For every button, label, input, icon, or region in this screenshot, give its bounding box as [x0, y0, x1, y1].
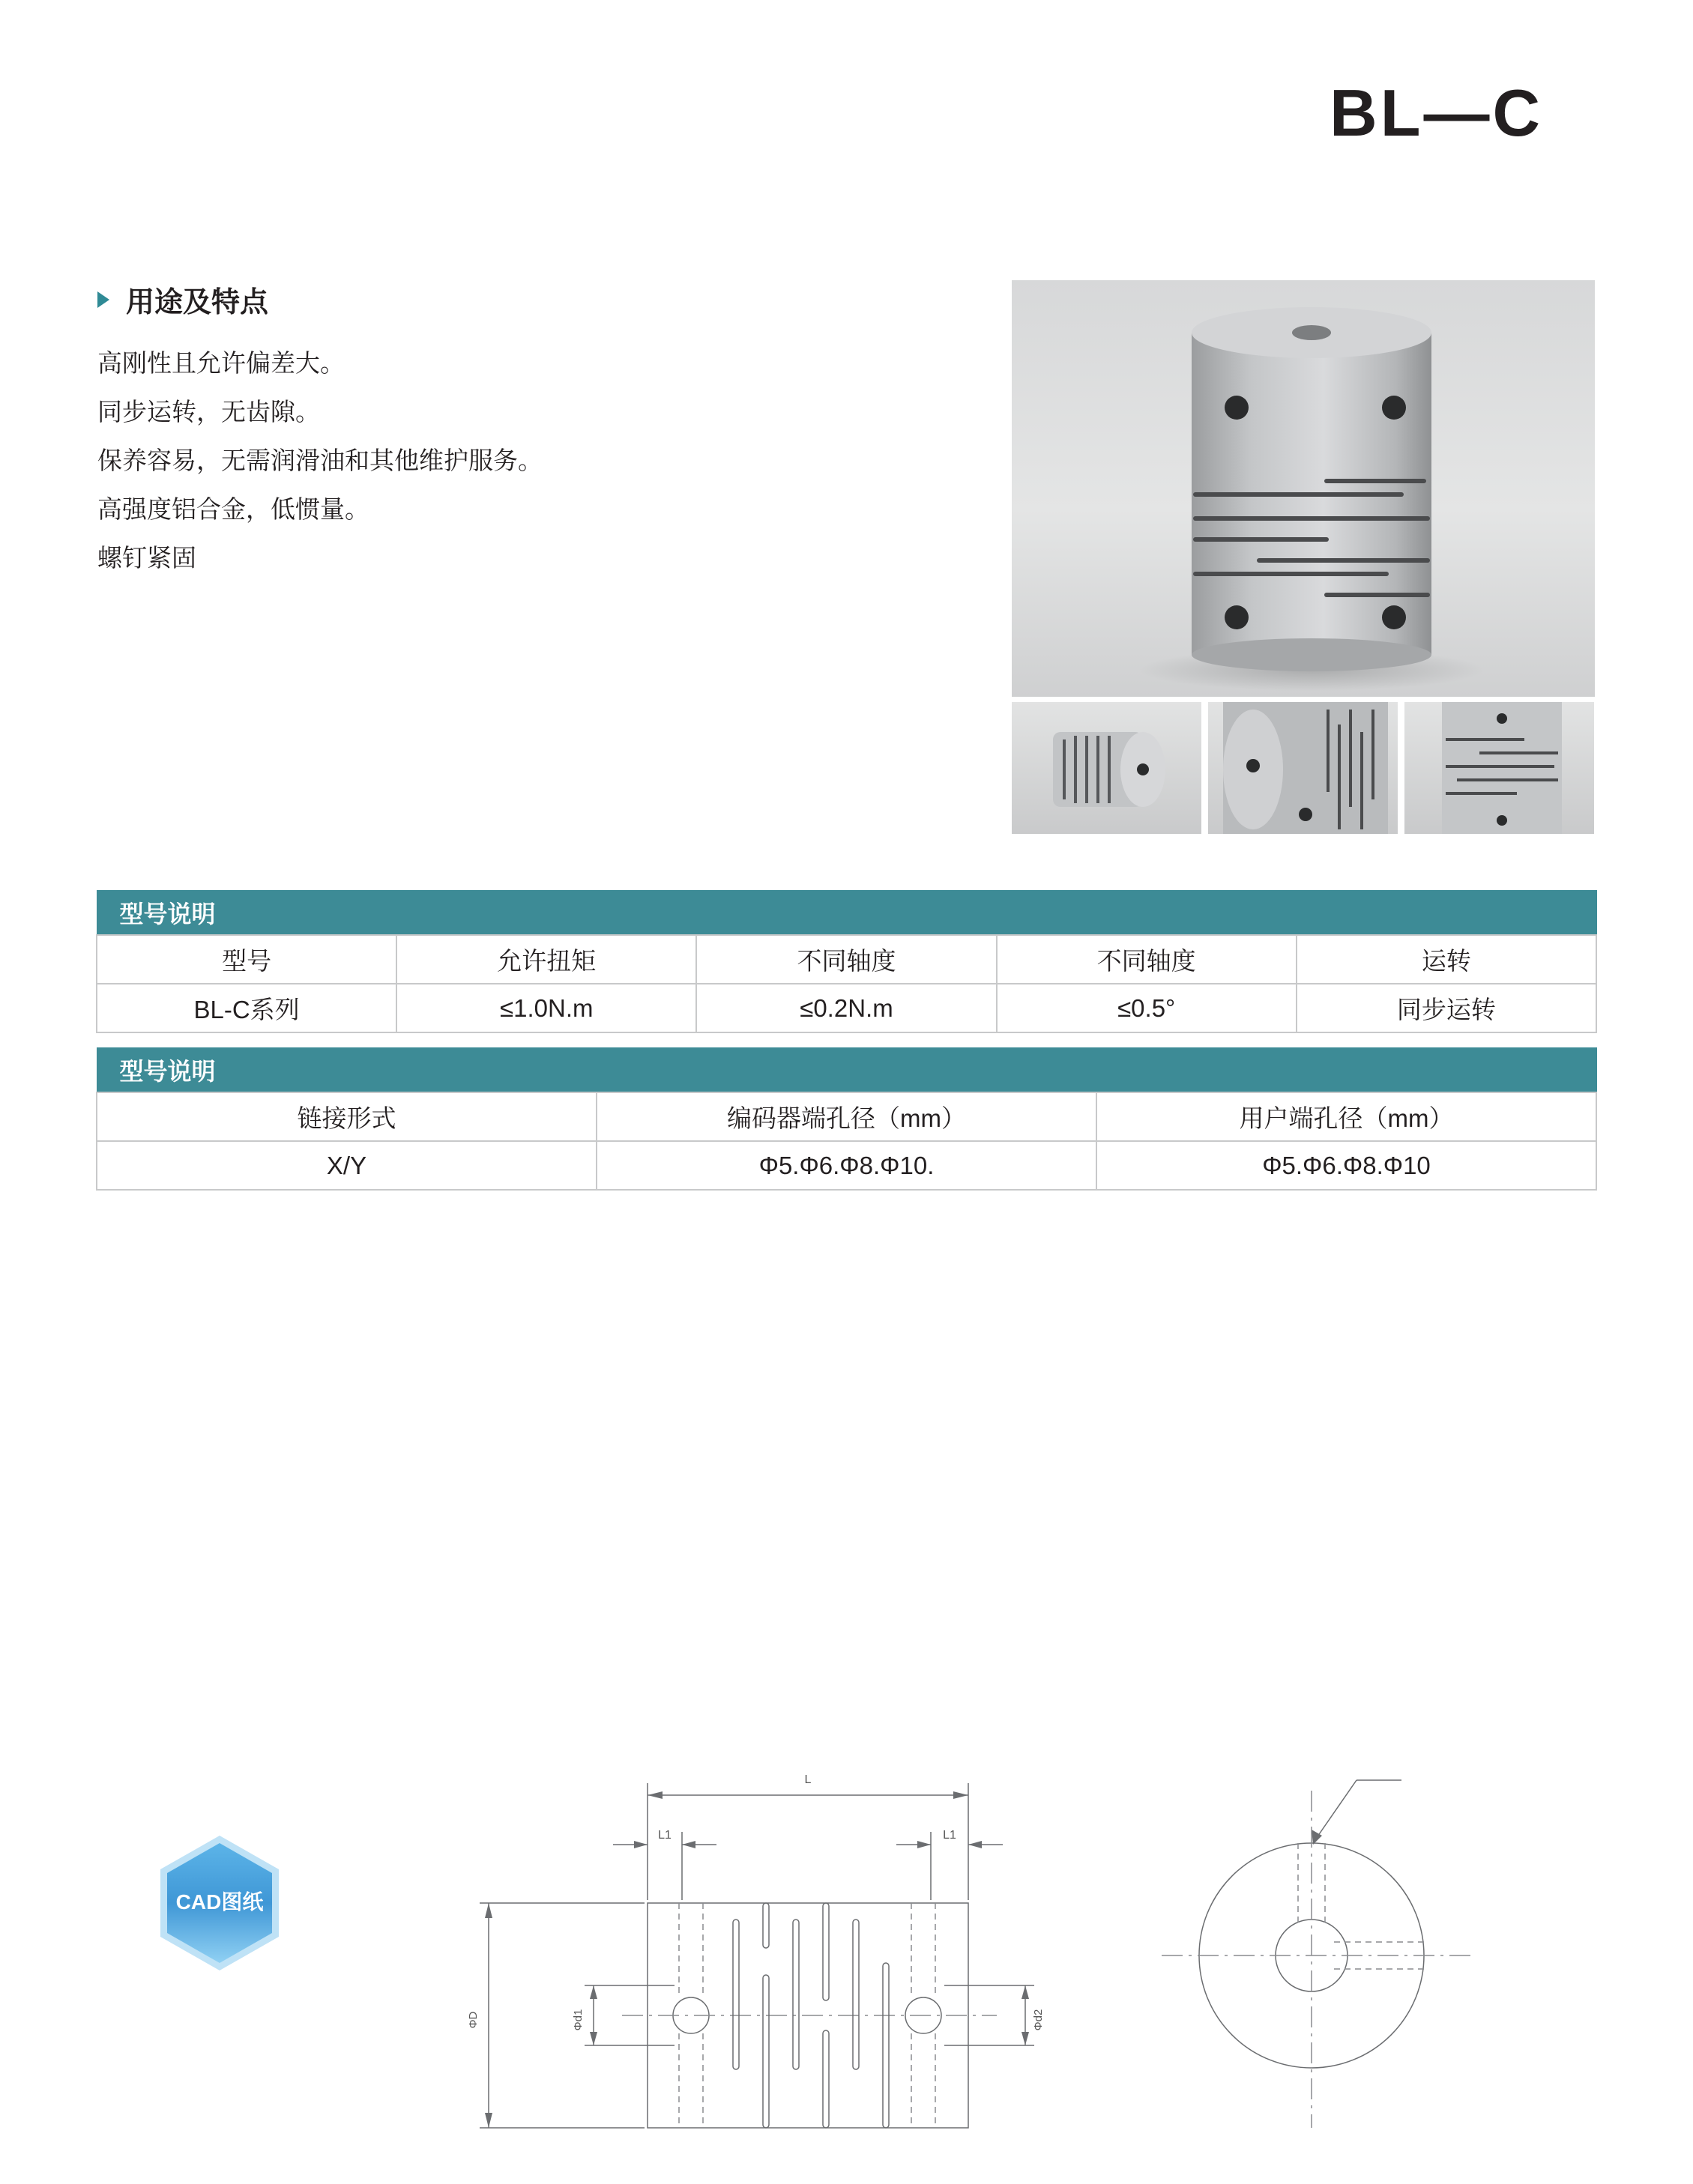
table-header-cell: 用户端孔径（mm） — [1096, 1092, 1596, 1141]
triangle-bullet-icon — [97, 291, 109, 308]
feature-item: 高刚性且允许偏差大。 — [97, 349, 345, 377]
table-header-cell: 允许扭矩 — [396, 935, 696, 984]
spec-table-bore — [96, 1047, 1597, 1191]
feature-item: 保养容易，无需润滑油和其他维护服务。 — [97, 447, 543, 474]
model-title: BL—C — [1330, 76, 1543, 150]
table-cell: ≤0.5° — [997, 984, 1297, 1032]
product-photo-main — [1012, 280, 1595, 697]
table-header-cell: 链接形式 — [97, 1092, 597, 1141]
table-cell: ≤0.2N.m — [696, 984, 996, 1032]
dim-label-bore-2: Φd2 — [1032, 2009, 1045, 2031]
hexagon-icon — [156, 1833, 283, 1973]
spec-table-2-heading: 型号说明 — [97, 1048, 1596, 1093]
coupling-side-photo — [1012, 702, 1201, 834]
table-header-cell: 型号 — [97, 935, 396, 984]
features-heading — [97, 279, 268, 320]
dim-label-l1-right: L1 — [943, 1829, 956, 1842]
dim-label-bore-1: Φd1 — [572, 2009, 585, 2031]
product-photo-thumb-1 — [1012, 702, 1201, 834]
cad-drawing-badge[interactable] — [156, 1833, 283, 1973]
feature-item: 螺钉紧固 — [97, 544, 196, 572]
coupling-angle-photo — [1208, 702, 1398, 834]
table-cell: Φ5.Φ6.Φ8.Φ10. — [597, 1141, 1096, 1190]
dim-label-l1-left: L1 — [658, 1829, 672, 1842]
table-header-cell: 编码器端孔径（mm） — [597, 1092, 1096, 1141]
product-photo-thumb-2 — [1208, 702, 1398, 834]
product-photo-thumb-3 — [1404, 702, 1594, 834]
coupling-top-photo — [1404, 702, 1594, 834]
table-cell: ≤1.0N.m — [396, 984, 696, 1032]
table-cell: 同步运转 — [1297, 984, 1596, 1032]
coupling-front-photo — [1012, 280, 1595, 697]
spec-table-torque — [96, 890, 1597, 1033]
feature-list — [97, 339, 543, 582]
feature-item: 同步运转，无齿隙。 — [97, 398, 320, 426]
dim-label-length: L — [804, 1773, 812, 1786]
table-header-cell: 运转 — [1297, 935, 1596, 984]
feature-item: 高强度铝合金，低惯量。 — [97, 495, 369, 523]
spec-table-1-heading: 型号说明 — [97, 891, 1596, 936]
side-view-drawing — [450, 1753, 1109, 2143]
table-cell: BL-C系列 — [97, 984, 396, 1032]
cad-badge-label: CAD图纸 — [175, 1890, 264, 1914]
table-header-cell: 不同轴度 — [997, 935, 1297, 984]
table-cell: X/Y — [97, 1141, 597, 1190]
table-cell: Φ5.Φ6.Φ8.Φ10 — [1096, 1141, 1596, 1190]
table-header-cell: 不同轴度 — [696, 935, 996, 984]
dim-label-outer-diameter: ΦD — [467, 2011, 480, 2029]
features-heading-label: 用途及特点 — [126, 287, 269, 318]
end-view-drawing — [1132, 1761, 1491, 2135]
